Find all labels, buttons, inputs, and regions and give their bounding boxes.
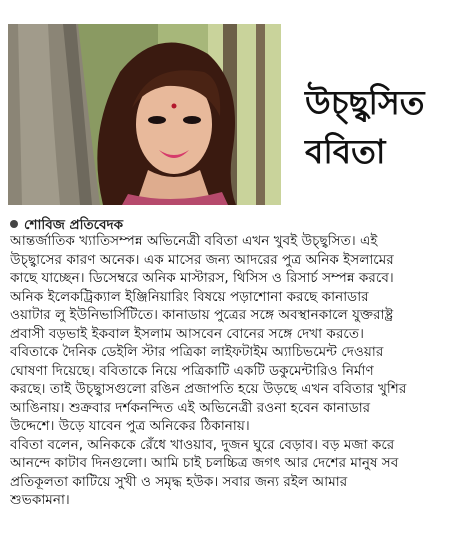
body-line: ওয়াটার লু ইউনিভার্সিটিতে। কানাডায় পুত্রের সঙ্গে অবস্থানকালে যুক্তরাষ্ট্র — [10, 307, 394, 323]
body-line: আনন্দে কাটাব দিনগুলো। আমি চাই চলচ্চিত্র জগৎ আর দেশের মানুষ সব — [10, 455, 399, 471]
body-line: ববিতা বলেন, অনিককে রেঁধে খাওয়াব, দুজন ঘুরে বেড়াব। বড় মজা করে — [10, 436, 395, 453]
portrait-illustration — [8, 24, 281, 205]
byline-text: শোবিজ প্রতিবেদক — [24, 217, 124, 233]
article-body — [10, 232, 462, 510]
headline — [305, 78, 455, 176]
body-line: আঙিনায়। শুক্রবার দর্শকনন্দিত এই অভিনেত্রী রওনা হবেন কানাডার — [10, 399, 371, 416]
body-line: উদ্দেশে। উড়ে যাবেন পুত্র অনিকের ঠিকানায়। — [10, 418, 250, 434]
body-line: ঘোষণা দিয়েছে। ববিতাকে নিয়ে পত্রিকাটি একটি ডকুমেন্টারিও নির্মাণ — [10, 362, 374, 379]
body-line: ববিতাকে দৈনিক ডেইলি স্টার পত্রিকা লাইফটাইম অ্যাচিভমেন্ট দেওয়ার — [10, 344, 384, 360]
body-line: আন্তর্জাতিক খ্যাতিসম্পন্ন অভিনেত্রী ববিতা এখন খুবই উচ্ছ্বসিত। এই — [10, 233, 378, 249]
headline-line-1: উচ্ছ্বসিত — [305, 83, 425, 122]
body-line: কাছে যাচ্ছেন। ডিসেম্বরে অনিক মাস্টারস, থিসিস ও রিসার্চ সম্পন্ন করবে। — [10, 270, 394, 286]
body-line: উচ্ছ্বাসের কারণ অনেক। এক মাসের জন্য আদরের পুত্র অনিক ইসলামের — [10, 251, 394, 268]
body-line: করছে। তাই উচ্ছ্বাসগুলো রঙিন প্রজাপতি হয়ে উড়ছে এখন ববিতার খুশির — [10, 381, 407, 397]
body-line: শুভকামনা। — [10, 492, 70, 508]
body-line: প্রতিকূলতা কাটিয়ে সুখী ও সমৃদ্ধ হউক। সবার জন্য রইল আমার — [10, 473, 348, 490]
body-line: প্রবাসী বড়ভাই ইকবাল ইসলাম আসবেন বোনের সঙ্গে দেখা করতে। — [10, 325, 364, 342]
body-line: অনিক ইলেকট্রিক্যাল ইঞ্জিনিয়ারিং বিষয়ে পড়াশোনা করছে কানাডার — [10, 288, 369, 305]
headline-line-2: ববিতা — [305, 132, 386, 171]
portrait-photo — [8, 24, 281, 205]
bullet-icon — [10, 220, 18, 228]
